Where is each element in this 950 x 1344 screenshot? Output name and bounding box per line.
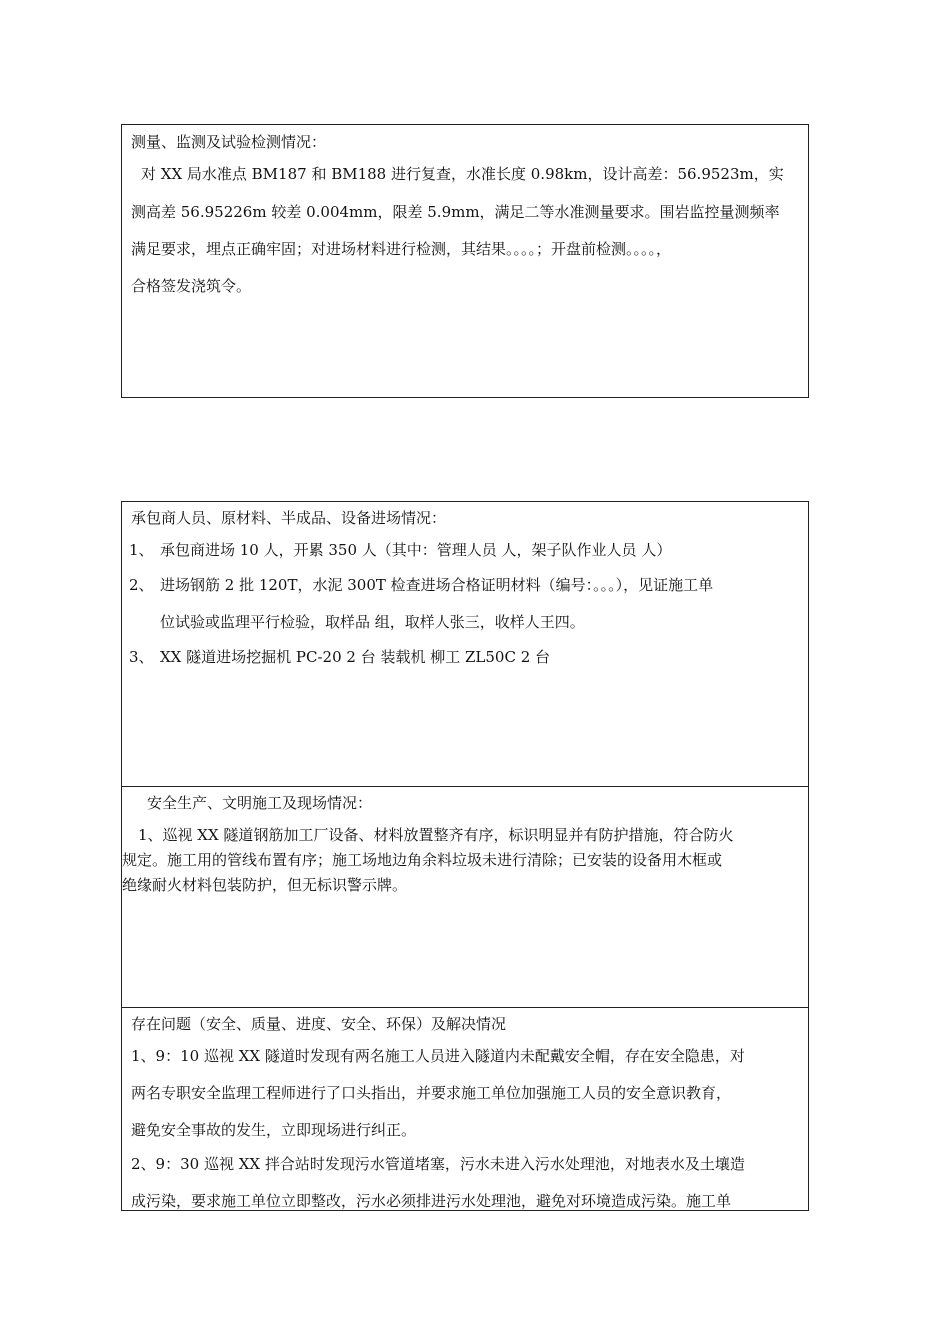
materials-item: XX 隧道进场挖掘机 PC-20 2 台 装载机 柳工 ZL50C 2 台 xyxy=(160,648,551,666)
item-number: 1、 xyxy=(129,541,154,559)
safety-line: 绝缘耐火材料包装防护，但无标识警示牌。 xyxy=(122,876,408,894)
survey-line: 对 XX 局水准点 BM187 和 BM188 进行复查，水准长度 0.98km，设计高差：56.9523m，实 xyxy=(141,165,784,183)
materials-section xyxy=(122,502,808,786)
safety-line: 规定。施工用的管线布置有序；施工场地边角余料垃圾未进行清除；已安装的设备用木框或 xyxy=(122,851,723,869)
materials-item: 承包商进场 10 人，开累 350 人（其中：管理人员 人，架子队作业人员 人） xyxy=(160,541,672,559)
safety-heading: 安全生产、文明施工及现场情况： xyxy=(147,794,373,812)
materials-item: 进场钢筋 2 批 120T，水泥 300T 检查进场合格证明材料（编号：。。。），见证施工单 xyxy=(160,576,714,594)
safety-line: 1、巡视 XX 隧道钢筋加工厂设备、材料放置整齐有序，标识明显并有防护措施，符合防火 xyxy=(138,826,734,844)
survey-line: 满足要求，埋点正确牢固；对进场材料进行检测，其结果。。。。；开盘前检测。。。。， xyxy=(131,240,672,258)
survey-heading: 测量、监测及试验检测情况： xyxy=(131,133,327,151)
problems-section xyxy=(122,1007,808,1210)
survey-section xyxy=(121,124,809,398)
problems-heading: 存在问题（安全、质量、进度、安全、环保）及解决情况 xyxy=(131,1015,507,1033)
problems-line: 2、9：30 巡视 XX 拌合站时发现污水管道堵塞，污水未进入污水处理池，对地表水及土壤造 xyxy=(131,1155,745,1173)
problems-line: 避免安全事故的发生，立即现场进行纠正。 xyxy=(131,1121,417,1139)
materials-item: 位试验或监理平行检验，取样品 组，取样人张三，收样人王四。 xyxy=(160,613,585,631)
survey-line: 测高差 56.95226m 较差 0.004mm，限差 5.9mm，满足二等水准测量要求。围岩监控量测频率 xyxy=(131,203,780,221)
survey-line: 合格签发浇筑令。 xyxy=(131,277,252,295)
problems-line: 1、9：10 巡视 XX 隧道时发现有两名施工人员进入隧道内未配戴安全帽，存在安全隐患，对 xyxy=(131,1047,745,1065)
item-number: 3、 xyxy=(129,648,154,666)
problems-line: 两名专职安全监理工程师进行了口头指出，并要求施工单位加强施工人员的安全意识教育， xyxy=(131,1084,732,1102)
problems-line: 成污染，要求施工单位立即整改，污水必须排进污水处理池，避免对环境造成污染。施工单 xyxy=(131,1192,732,1210)
materials-heading: 承包商人员、原材料、半成品、设备进场情况： xyxy=(131,509,447,527)
safety-section xyxy=(122,786,808,1008)
log-table xyxy=(121,501,809,1211)
item-number: 2、 xyxy=(129,576,154,594)
